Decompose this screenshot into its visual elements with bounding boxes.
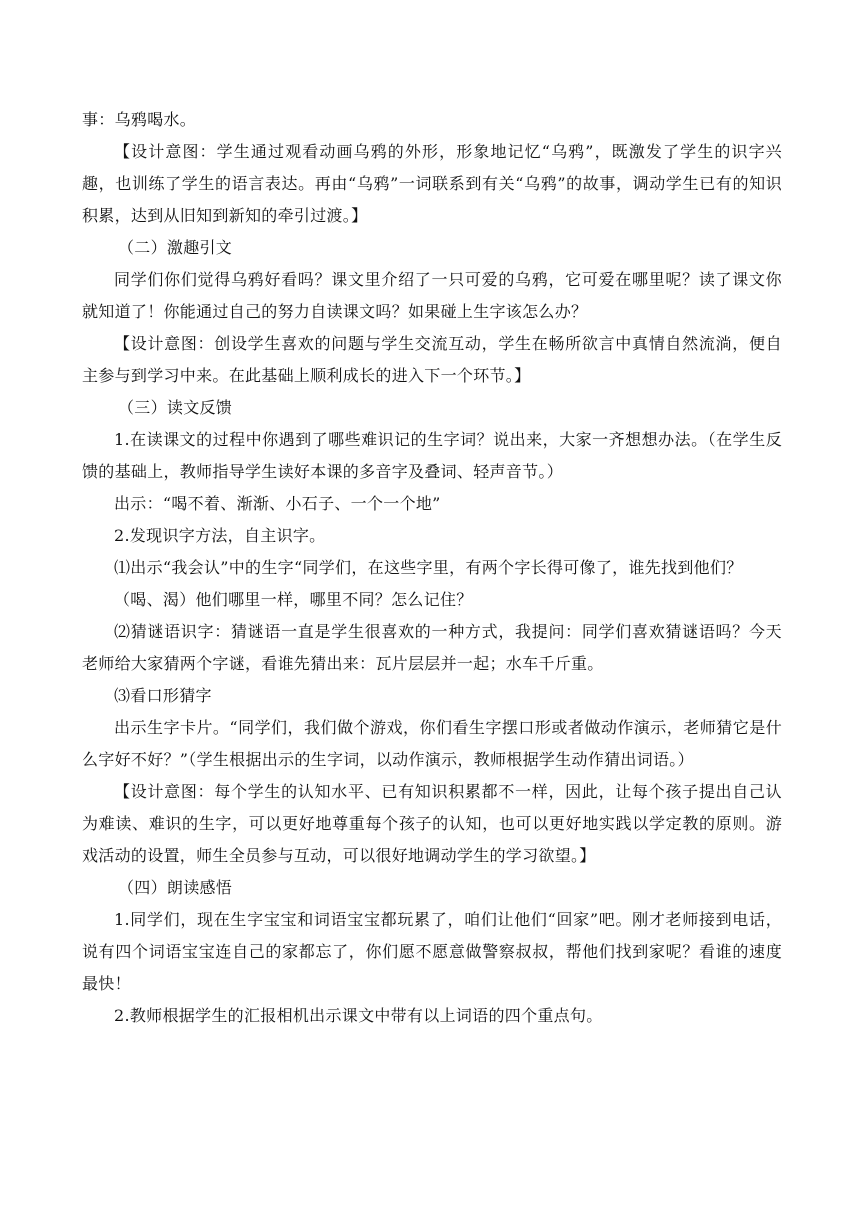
section-heading-2: （二）激趣引文 (118, 238, 233, 257)
paragraph-design-intent-2: 【设计意图：创设学生喜欢的问题与学生交流互动，学生在畅所欲言中真情自然流淌，便自主参与到学习中来。在此基础上顺利成长的进入下一个环节。】 (82, 334, 782, 385)
paragraph-method-1-cont: （喝、渴）他们哪里一样，哪里不同？怎么记住？ (114, 590, 473, 609)
section-heading-3: （三）读文反馈 (118, 398, 233, 417)
paragraph-method-1: ⑴出示“我会认”中的生字“同学们，在这些字里，有两个字长得可像了，谁先找到他们？ (114, 558, 743, 577)
paragraph-reading-feedback-1: 1.在读课文的过程中你遇到了哪些难识记的生字词？说出来，大家一齐想想办法。（在学生反馈的基础上，教师指导学生读好本课的多音字及叠词、轻声音节。） (82, 430, 782, 481)
section-heading-4: （四）朗读感悟 (118, 878, 233, 897)
document-body (82, 104, 782, 1032)
paragraph-method-3: ⑶看口形猜字 (114, 686, 212, 705)
paragraph-design-intent-1: 【设计意图：学生通过观看动画乌鸦的外形，形象地记忆“乌鸦”，既激发了学生的识字兴趣，也训练了学生的语言表达。再由“乌鸦”一词联系到有关“乌鸦”的故事，调动学生已有的知识积累，达到从旧知到新知的牵引过渡。】 (82, 142, 782, 225)
paragraph-show-cards: 出示生字卡片。“同学们，我们做个游戏，你们看生字摆口形或者做动作演示，老师猜它是什么字好不好？”（学生根据出示的生字词，以动作演示，教师根据学生动作猜出词语。） (82, 718, 782, 769)
paragraph-reading-feedback-2: 2.发现识字方法，自主识字。 (114, 526, 326, 545)
paragraph-intro-text: 同学们你们觉得乌鸦好看吗？课文里介绍了一只可爱的乌鸦，它可爱在哪里呢？读了课文你就知道了！你能通过自己的努力自读课文吗？如果碰上生字该怎么办？ (82, 270, 782, 321)
paragraph-method-2: ⑵猜谜语识字：猜谜语一直是学生很喜欢的一种方式，我提问：同学们喜欢猜谜语吗？今天老师给大家猜两个字谜，看谁先猜出来：瓦片层层并一起；水车千斤重。 (82, 622, 782, 673)
paragraph-design-intent-3: 【设计意图：每个学生的认知水平、已有知识积累都不一样，因此，让每个孩子提出自己认为难读、难识的生字，可以更好地尊重每个孩子的认知，也可以更好地实践以学定教的原则。游戏活动的设置，师生全员参与互动，可以很好地调动学生的学习欲望。】 (82, 782, 782, 865)
paragraph-reading-2: 2.教师根据学生的汇报相机出示课文中带有以上词语的四个重点句。 (114, 1006, 603, 1025)
paragraph-reading-1: 1.同学们，现在生字宝宝和词语宝宝都玩累了，咱们让他们“回家”吧。刚才老师接到电话，说有四个词语宝宝连自己的家都忘了，你们愿不愿意做警察叔叔，帮他们找到家呢？看谁的速度最快！ (82, 910, 782, 993)
paragraph-show-words: 出示：“喝不着、渐渐、小石子、一个一个地” (114, 494, 441, 513)
paragraph-story-title: 事：乌鸦喝水。 (82, 110, 197, 129)
